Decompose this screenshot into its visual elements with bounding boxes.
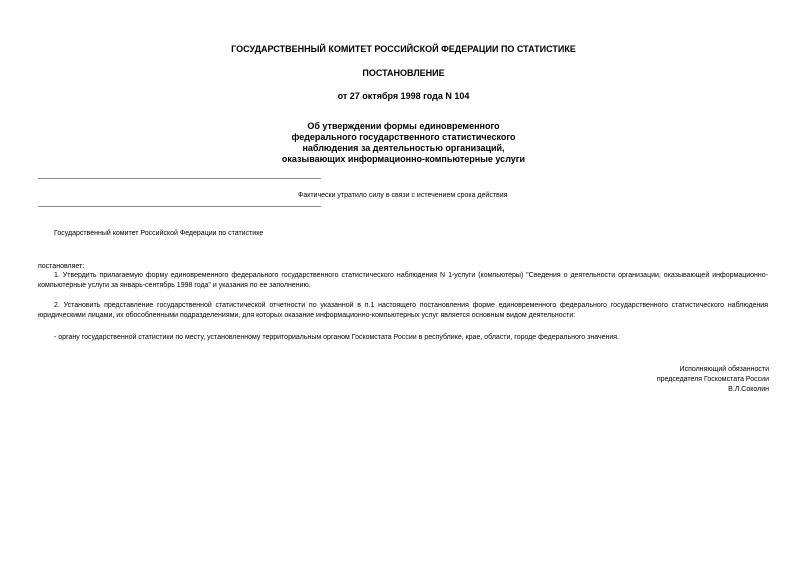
signature-title-line-2: председателя Госкомстата России (656, 376, 769, 383)
item-3-paragraph: - органу государственной статистики по месту, установленному территориальным органом Госкомстата России в республике, крае, области, городе федерального значения. (54, 334, 620, 341)
signatory-name: В.Л.Соколин (728, 386, 769, 393)
signature-title-line-1: Исполняющий обязанности (679, 366, 769, 373)
divider-top (38, 178, 321, 179)
title-line: оказывающих информационно-компьютерные услуги (281, 154, 526, 164)
divider-bottom (38, 206, 321, 207)
document-type: ПОСТАНОВЛЕНИЕ (362, 68, 445, 78)
item-1-paragraph: 1. Утвердить прилагаемую форму единовременного федерального государственного статистического наблюдения N 1-услуги (компьютеры) "Сведения о деятельности организации, оказывающей информационно-компьютерные услуги за январь-сентябрь 1998 года" и указания по ее заполнению. (38, 272, 768, 289)
title-line: федерального государственного статистического (291, 132, 516, 142)
issuer-text: Государственный комитет Российской Федерации по статистике (54, 230, 264, 237)
title-line: Об утверждении формы единовременного (307, 121, 500, 131)
title-line: наблюдения за деятельностью организаций, (302, 143, 505, 153)
signature-block (520, 365, 769, 395)
document-title (0, 121, 807, 165)
document-date-number: от 27 октября 1998 года N 104 (337, 91, 470, 101)
item-2-paragraph: 2. Установить представление государственной статистической отчетности по указанной в п.1 настоящего постановления форме единовременного федерального государственного статистического наблюдения юридическими лицами, их обособленными подразделениями, для которых оказание информационно-компьютерных услуг является основным видом деятельности: (38, 302, 768, 319)
committee-heading: ГОСУДАРСТВЕННЫЙ КОМИТЕТ РОССИЙСКОЙ ФЕДЕРАЦИИ ПО СТАТИСТИКЕ (231, 44, 576, 54)
resolves-text: постановляет: (38, 263, 85, 270)
status-note: Фактически утратило силу в связи с истечением срока действия (298, 192, 508, 199)
